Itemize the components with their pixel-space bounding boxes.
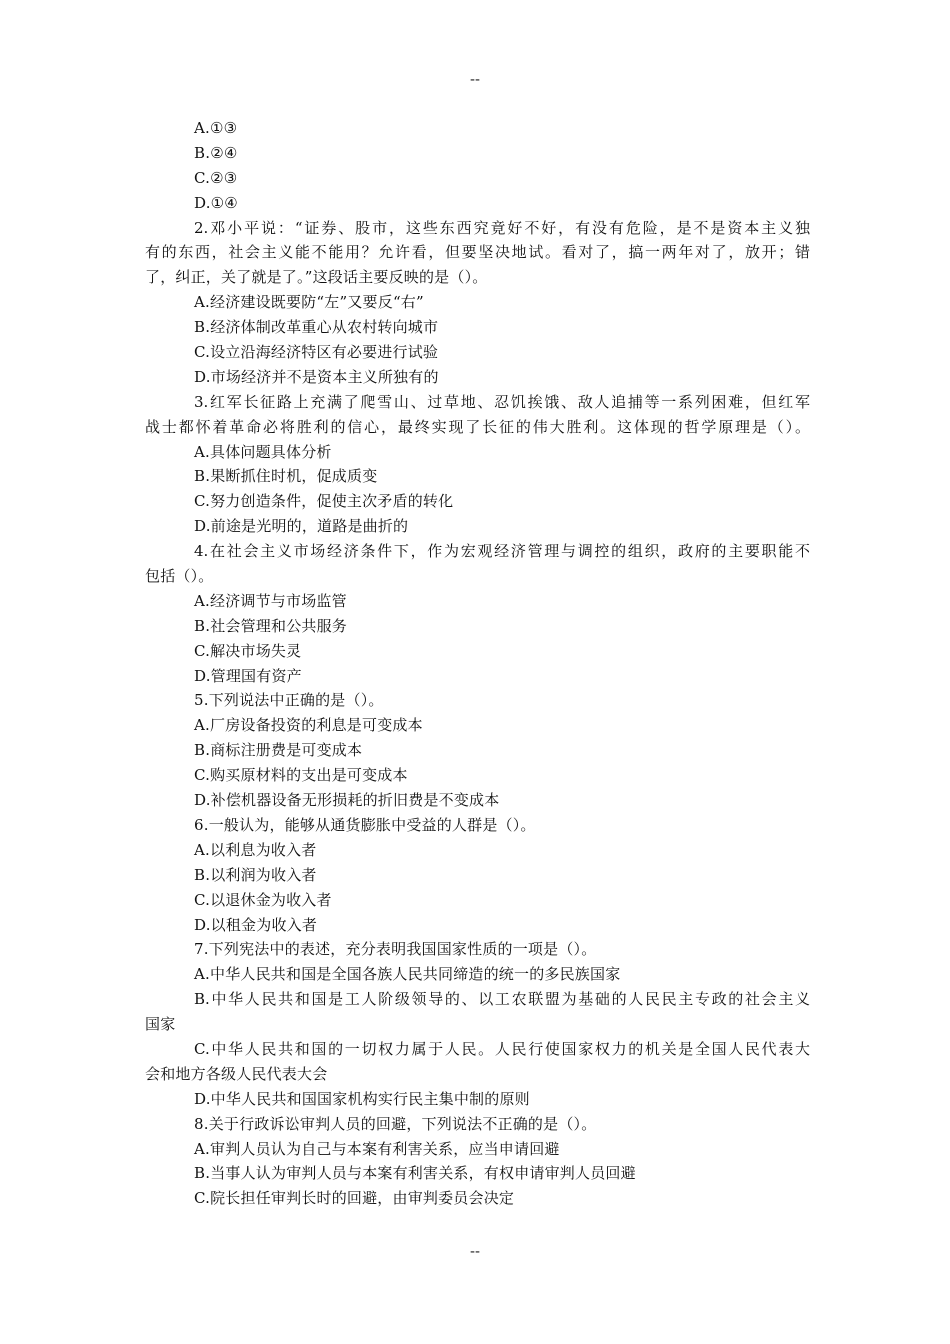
text-line: D.市场经济并不是资本主义所独有的 [194, 367, 439, 386]
text-line: C.设立沿海经济特区有必要进行试验 [194, 343, 439, 362]
text-line: C.中华人民共和国的一切权力属于人民。人民行使国家权力的机关是全国人民代表大 [194, 1039, 810, 1058]
text-line: A.经济建设既要防“左”又要反“右” [194, 293, 424, 312]
text-line: A.具体问题具体分析 [194, 442, 332, 461]
text-line: D.管理国有资产 [194, 666, 302, 685]
page-footer-marker: -- [470, 1243, 480, 1260]
text-line: C.努力创造条件，促使主次矛盾的转化 [194, 492, 454, 511]
text-line: 会和地方各级人民代表大会 [145, 1064, 328, 1083]
text-line: A.以利息为收入者 [194, 840, 317, 859]
text-line: D.前途是光明的，道路是曲折的 [194, 517, 409, 536]
text-line: A.①③ [194, 119, 238, 137]
text-line: C.购买原材料的支出是可变成本 [194, 766, 408, 785]
text-line: 了，纠正，关了就是了。”这段话主要反映的是（）。 [145, 268, 488, 287]
text-line: A.审判人员认为自己与本案有利害关系，应当申请回避 [194, 1139, 560, 1158]
text-line: C.院长担任审判长时的回避，由审判委员会决定 [194, 1189, 515, 1208]
text-line: 国家 [145, 1015, 176, 1034]
text-line: 4.在社会主义市场经济条件下，作为宏观经济管理与调控的组织，政府的主要职能不 [194, 542, 810, 561]
text-line: C.解决市场失灵 [194, 641, 302, 660]
text-line: B.②④ [194, 143, 238, 162]
text-line: 战士都怀着革命必将胜利的信心，最终实现了长征的伟大胜利。这体现的哲学原理是（）。 [145, 417, 810, 436]
document-body [145, 116, 810, 1211]
page-header-marker: -- [470, 71, 480, 88]
text-line: A.中华人民共和国是全国各族人民共同缔造的统一的多民族国家 [194, 965, 621, 984]
text-line: B.社会管理和公共服务 [194, 616, 347, 635]
text-line: D.①④ [194, 193, 238, 212]
text-line: D.中华人民共和国国家机构实行民主集中制的原则 [194, 1089, 530, 1108]
text-line: 8.关于行政诉讼审判人员的回避，下列说法不正确的是（）。 [194, 1114, 597, 1133]
text-line: C.②③ [194, 168, 238, 187]
text-line: B.经济体制改革重心从农村转向城市 [194, 318, 439, 337]
text-line: 2.邓小平说：“证券、股市，这些东西究竟好不好，有没有危险，是不是资本主义独 [194, 218, 810, 237]
text-line: B.以利润为收入者 [194, 865, 317, 884]
text-line: 有的东西，社会主义能不能用？允许看，但要坚决地试。看对了，搞一两年对了，放开；错 [145, 243, 810, 262]
text-line: 5.下列说法中正确的是（）。 [194, 691, 384, 710]
text-line: B.当事人认为审判人员与本案有利害关系，有权申请审判人员回避 [194, 1164, 636, 1183]
text-line: A.经济调节与市场监管 [194, 591, 347, 610]
text-line: 3.红军长征路上充满了爬雪山、过草地、忍饥挨饿、敌人追捕等一系列困难，但红军 [194, 392, 810, 411]
text-line: B.果断抓住时机，促成质变 [194, 467, 378, 486]
text-line: C.以退休金为收入者 [194, 890, 332, 909]
text-line: 6.一般认为，能够从通货膨胀中受益的人群是（）。 [194, 815, 536, 834]
text-line: 包括（）。 [145, 567, 214, 586]
text-line: D.补偿机器设备无形损耗的折旧费是不变成本 [194, 791, 500, 810]
text-line: B.中华人民共和国是工人阶级领导的、以工农联盟为基础的人民民主专政的社会主义 [194, 990, 810, 1009]
text-line: D.以租金为收入者 [194, 915, 318, 934]
text-line: 7.下列宪法中的表述，充分表明我国国家性质的一项是（）。 [194, 940, 597, 959]
text-line: B.商标注册费是可变成本 [194, 741, 363, 760]
text-line: A.厂房设备投资的利息是可变成本 [194, 716, 423, 735]
